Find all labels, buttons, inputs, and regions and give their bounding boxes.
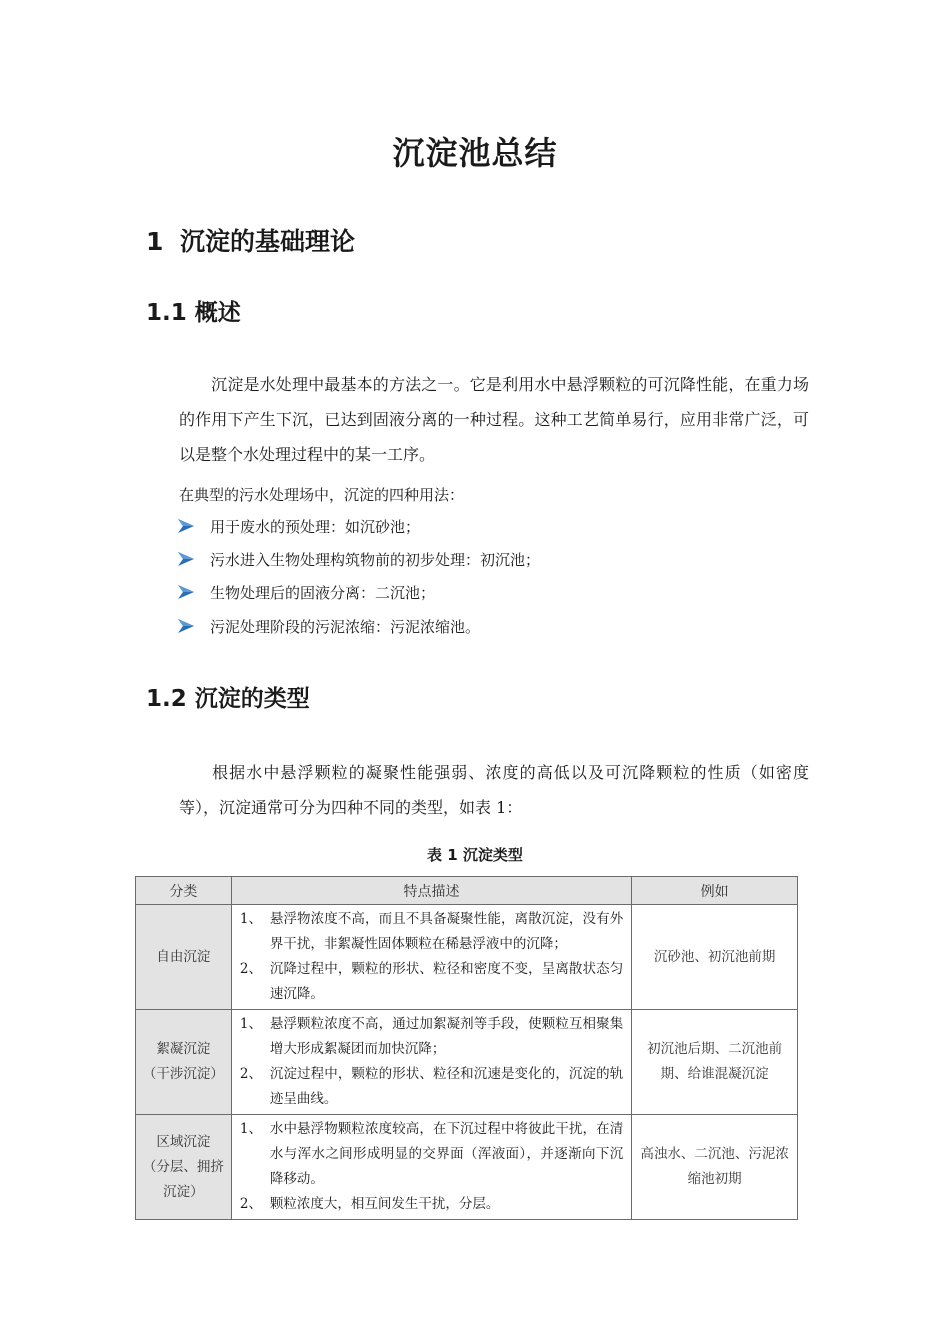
- table-row: [136, 905, 798, 1010]
- section-number: 1.1: [146, 300, 187, 326]
- types-paragraph: [179, 755, 809, 825]
- list-item-text: 生物处理后的固液分离：二沉池；: [210, 583, 436, 602]
- table-row: [136, 1115, 798, 1220]
- section-1-1-heading: [146, 294, 241, 327]
- section-title: 沉淀的基础理论: [180, 227, 356, 256]
- column-header: 分类: [136, 877, 232, 905]
- item-text: 悬浮颗粒浓度不高，通过加絮凝剂等手段，使颗粒互相聚集增大形成絮凝团而加快沉降；: [269, 1016, 624, 1057]
- list-item-text: 用于废水的预处理：如沉砂池；: [210, 517, 421, 536]
- item-number: 1、: [239, 911, 262, 927]
- list-item: [176, 614, 480, 638]
- description-item: [240, 1117, 623, 1192]
- description-cell: [231, 1010, 631, 1115]
- list-item: [176, 547, 540, 571]
- description-item: [240, 957, 623, 1007]
- example-line: 期、给谁混凝沉淀: [660, 1066, 769, 1082]
- description-item: [240, 1012, 623, 1062]
- example-line: 初沉池后期、二沉池前: [647, 1041, 783, 1057]
- example-line: 沉砂池、初沉池前期: [653, 948, 776, 965]
- category-line: （分层、拥挤: [142, 1158, 224, 1175]
- item-text: 沉淀过程中，颗粒的形状、粒径和沉速是变化的，沉淀的轨迹呈曲线。: [269, 1066, 624, 1107]
- description-item: [240, 1192, 623, 1217]
- section-title: 概述: [194, 300, 241, 326]
- example-cell: [632, 1115, 798, 1220]
- section-1-heading: [146, 222, 355, 258]
- item-text: 水中悬浮物颗粒浓度较高，在下沉过程中将彼此干扰，在清水与浑水之间形成明显的交界面（浑液面），并逐渐向下沉降移动。: [269, 1121, 624, 1187]
- description-cell: [231, 905, 631, 1010]
- category-cell: [136, 1115, 232, 1220]
- category-line: 絮凝沉淀: [156, 1041, 211, 1057]
- list-item-text: 污泥处理阶段的污泥浓缩：污泥浓缩池。: [210, 617, 481, 636]
- item-number: 1、: [239, 1016, 262, 1032]
- item-text: 沉降过程中，颗粒的形状、粒径和密度不变，呈离散状态匀速沉降。: [269, 961, 624, 1002]
- chevron-right-icon: [176, 584, 196, 600]
- item-text: 颗粒浓度大，相互间发生干扰，分层。: [269, 1196, 500, 1212]
- category-line: （干涉沉淀）: [142, 1066, 224, 1082]
- page-title: 沉淀池总结: [392, 134, 558, 172]
- example-line: 高浊水、二沉池、污泥浓: [640, 1146, 789, 1162]
- example-line: 缩池初期: [687, 1171, 742, 1187]
- usage-intro: 在典型的污水处理场中，沉淀的四种用法：: [179, 486, 465, 504]
- category-cell: [136, 1010, 232, 1115]
- overview-text: 沉淀是水处理中最基本的方法之一。它是利用水中悬浮颗粒的可沉降性能，在重力场的作用下产生下沉，已达到固液分离的一种过程。这种工艺简单易行，应用非常广泛，可以是整个水处理过程中的某一工序。: [179, 375, 809, 464]
- column-header: 特点描述: [231, 877, 631, 905]
- example-cell: [632, 905, 798, 1010]
- category-cell: [136, 905, 232, 1010]
- list-item: [176, 514, 420, 538]
- description-item: [240, 907, 623, 957]
- chevron-right-icon: [176, 618, 196, 634]
- category-line: 自由沉淀: [156, 948, 211, 965]
- chevron-right-icon: [176, 518, 196, 534]
- description-cell: [231, 1115, 631, 1220]
- table-caption: 表 1 沉淀类型: [427, 846, 523, 864]
- category-line: 沉淀）: [163, 1183, 204, 1200]
- section-number: 1: [146, 227, 164, 256]
- category-line: 区域沉淀: [156, 1133, 211, 1150]
- overview-paragraph: [179, 367, 809, 472]
- section-1-2-heading: [146, 680, 310, 713]
- table-header-row: [136, 877, 798, 905]
- description-item: [240, 1062, 623, 1112]
- example-cell: [632, 1010, 798, 1115]
- item-number: 2、: [239, 1066, 262, 1082]
- item-text: 悬浮物浓度不高，而且不具备凝聚性能，离散沉淀，没有外界干扰，非絮凝性固体颗粒在稀悬浮液中的沉降；: [269, 911, 624, 952]
- chevron-right-icon: [176, 551, 196, 567]
- list-item-text: 污水进入生物处理构筑物前的初步处理：初沉池；: [210, 550, 541, 569]
- sedimentation-types-table: [135, 876, 798, 1220]
- types-text: 根据水中悬浮颗粒的凝聚性能强弱、浓度的高低以及可沉降颗粒的性质（如密度等），沉淀通常可分为四种不同的类型，如表 1：: [179, 763, 809, 817]
- list-item: [176, 580, 435, 604]
- section-number: 1.2: [146, 686, 187, 712]
- item-number: 1、: [239, 1121, 262, 1137]
- item-number: 2、: [239, 961, 262, 977]
- column-header: 例如: [632, 877, 798, 905]
- item-number: 2、: [239, 1196, 262, 1212]
- table-row: [136, 1010, 798, 1115]
- section-title: 沉淀的类型: [194, 686, 310, 712]
